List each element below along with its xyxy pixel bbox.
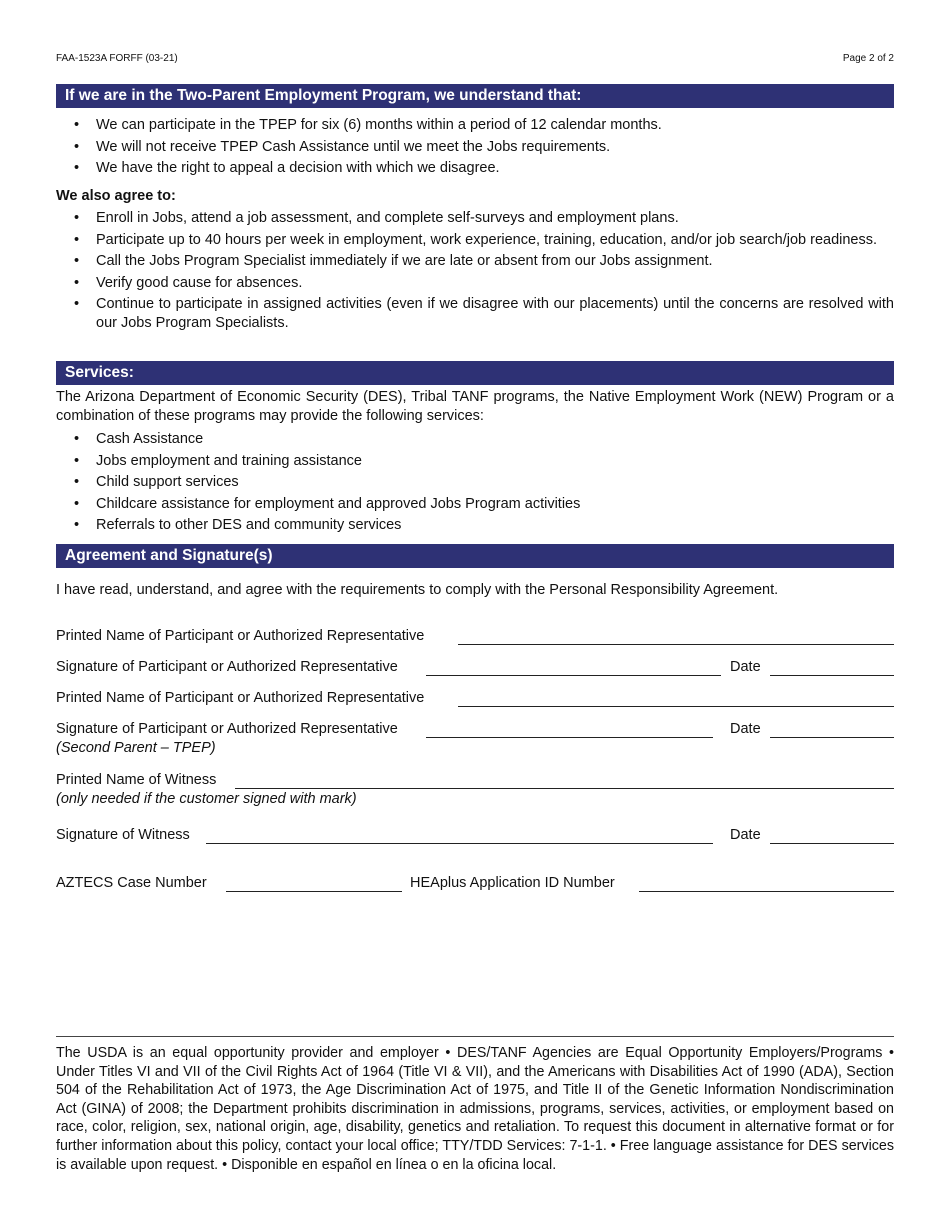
footer-divider — [56, 1036, 894, 1037]
case-number-row — [56, 875, 894, 895]
list-item: • Enroll in Jobs, attend a job assessment, and complete self-surveys and employment plans. — [74, 210, 679, 226]
footer-notice: The USDA is an equal opportunity provider and employer • DES/TANF Agencies are Equal Opportunity Employers/Programs • Under Titles VI and VII of the Civil Rights Act of 1964 (Title VI & VII), and the Americans with Disabilities Act of 1990 (ADA), Section 504 of the Rehabilitation Act of 1973, the Age Discrimination Act of 1975, and Title II of the Genetic Information Nondiscrimination Act (GINA) of 2008; the Department prohibits discrimination in admissions, programs, services, activities, or employment based on race, color, religion, sex, national origin, age, disability, genetics and retaliation. To request this document in alternative format or for further information about this policy, contact your local office; TTY/TDD Services: 7-1-1. • Free language assistance for DES services is available upon request. • Disponible en español en línea o en la oficina local. — [56, 1045, 894, 1173]
services-heading: Services: — [56, 361, 894, 385]
list-item: • We have the right to appeal a decision with which we disagree. — [74, 160, 500, 176]
printed-name-row-1 — [56, 628, 894, 648]
list-item: • We will not receive TPEP Cash Assistance until we meet the Jobs requirements. — [74, 138, 611, 155]
list-item: • Verify good cause for absences. — [74, 274, 303, 291]
date-field[interactable] — [770, 659, 894, 676]
list-item: • Referrals to other DES and community services — [74, 517, 402, 533]
signature-row-1 — [56, 659, 894, 679]
form-id: FAA-1523A FORFF (03-21) — [56, 53, 178, 64]
printed-name-label: Printed Name of Participant or Authorized Representative — [56, 690, 425, 706]
witness-name-row — [56, 772, 894, 807]
list-item: • Jobs employment and training assistance — [74, 452, 362, 469]
witness-name-field[interactable] — [235, 772, 894, 789]
signature-field[interactable] — [426, 659, 721, 676]
list-item: • We can participate in the TPEP for six (6) months within a period of 12 calendar months. — [74, 117, 662, 133]
aztecs-field[interactable] — [226, 875, 402, 892]
date-label: Date — [730, 827, 761, 843]
printed-name-row-2 — [56, 690, 894, 710]
signature-label: Signature of Participant or Authorized Representative — [56, 721, 398, 737]
printed-name-field[interactable] — [458, 628, 894, 645]
agree-list — [56, 209, 894, 335]
services-list — [56, 430, 894, 538]
list-item: • Participate up to 40 hours per week in employment, work experience, training, education, and/or job search/job readiness. — [74, 231, 878, 248]
second-parent-note: (Second Parent – TPEP) — [56, 740, 216, 756]
services-intro: The Arizona Department of Economic Security (DES), Tribal TANF programs, the Native Employment Work (NEW) Program or a combination of these programs may provide the following services: — [56, 389, 894, 424]
date-field[interactable] — [770, 827, 894, 844]
aztecs-label: AZTECS Case Number — [56, 875, 207, 891]
printed-name-field[interactable] — [458, 690, 894, 707]
agreement-statement: I have read, understand, and agree with the requirements to comply with the Personal Responsibility Agreement. — [56, 582, 779, 598]
heaplus-field[interactable] — [639, 875, 894, 892]
list-item: • Continue to participate in assigned activities (even if we disagree with our placements) until the concerns are resolved with our Jobs Program Specialists. — [74, 296, 894, 331]
witness-name-label: Printed Name of Witness — [56, 772, 217, 788]
witness-signature-row — [56, 827, 894, 847]
list-item: • Child support services — [74, 474, 239, 490]
date-label: Date — [730, 659, 761, 675]
signature-row-2 — [56, 721, 894, 756]
agree-heading: We also agree to: — [56, 188, 176, 204]
agreement-heading: Agreement and Signature(s) — [56, 544, 894, 568]
date-field[interactable] — [770, 721, 894, 738]
witness-signature-field[interactable] — [206, 827, 713, 844]
tpep-heading: If we are in the Two-Parent Employment Program, we understand that: — [56, 84, 894, 108]
list-item: • Childcare assistance for employment and approved Jobs Program activities — [74, 495, 581, 512]
witness-note: (only needed if the customer signed with mark) — [56, 791, 357, 807]
signature-label: Signature of Participant or Authorized Representative — [56, 659, 398, 675]
heaplus-label: HEAplus Application ID Number — [410, 875, 615, 891]
tpep-list — [56, 116, 894, 181]
list-item: • Call the Jobs Program Specialist immediately if we are late or absent from our Jobs assignment. — [74, 253, 713, 269]
printed-name-label: Printed Name of Participant or Authorized Representative — [56, 628, 425, 644]
date-label: Date — [730, 721, 761, 737]
list-item: • Cash Assistance — [74, 431, 204, 447]
page-number: Page 2 of 2 — [842, 53, 894, 64]
signature-field[interactable] — [426, 721, 713, 738]
witness-signature-label: Signature of Witness — [56, 827, 190, 843]
